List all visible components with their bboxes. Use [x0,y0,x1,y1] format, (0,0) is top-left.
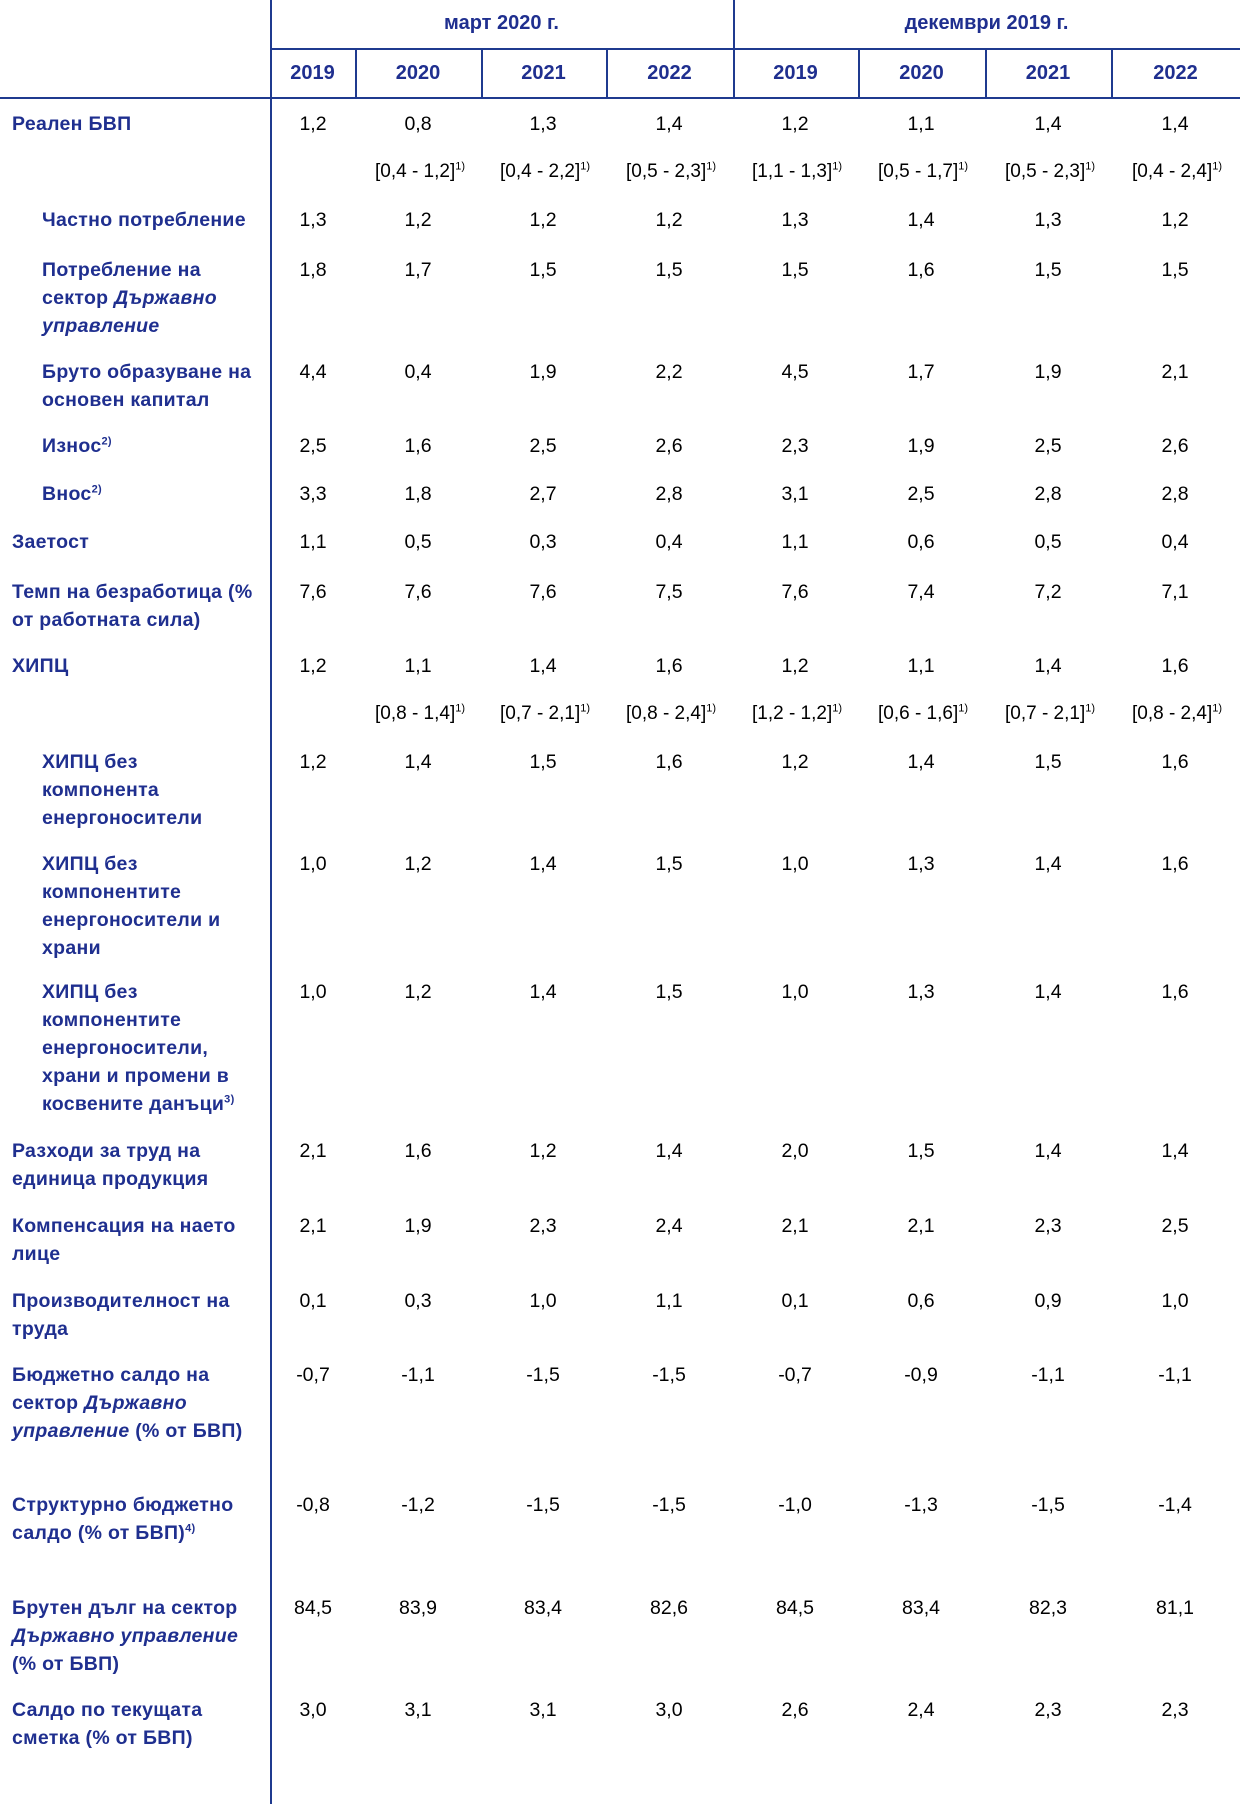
table-cell: 1,4 [1034,981,1062,1003]
year-header: 2022 [1153,62,1198,84]
table-cell: 2,3 [1034,1215,1062,1237]
table-cell: 2,5 [299,435,327,457]
group-header-march-2020: март 2020 г. [444,12,559,34]
row-label: Компенсация на наето лице [12,1215,236,1265]
table-cell: 1,2 [299,113,327,135]
table-cell: 82,6 [650,1597,688,1619]
row-label: Темп на безработица (% от работната сила) [12,581,253,631]
table-cell: 1,6 [907,259,935,281]
table-cell: 7,5 [655,581,683,603]
table-cell: 1,5 [907,1140,935,1162]
table-cell: 2,5 [1161,1215,1189,1237]
table-cell: 1,5 [655,259,683,281]
table-cell: 1,9 [1034,361,1062,383]
table-cell: 1,2 [529,209,557,231]
table-cell: -0,7 [296,1364,330,1386]
table-cell: 1,1 [655,1290,683,1312]
table-cell: 2,7 [529,483,557,505]
table-cell: 1,5 [655,981,683,1003]
row-label: Внос$^{2)}$ [42,483,102,505]
table-cell: 0,5 [1034,531,1062,553]
table-cell: 1,1 [907,655,935,677]
table-cell: 1,3 [781,209,809,231]
table-cell: 2,1 [299,1140,327,1162]
table-cell: 1,7 [907,361,935,383]
table-cell: 2,5 [529,435,557,457]
row-label: Салдо по текущата сметка (% от БВП) [12,1699,203,1749]
table-cell: 1,2 [299,751,327,773]
year-header: 2019 [290,62,335,84]
range-cell: [0,8 - 1,4]$^{1)}$ [374,702,466,724]
table-cell: 1,1 [299,531,327,553]
table-cell: 2,6 [1161,435,1189,457]
header-bottom-rule [0,97,1240,99]
table-cell: 7,4 [907,581,935,603]
table-cell: 1,5 [1161,259,1189,281]
table-cell: 1,4 [1161,1140,1189,1162]
table-cell: 2,1 [907,1215,935,1237]
table-cell: 0,8 [404,113,432,135]
table-cell: 2,8 [655,483,683,505]
table-cell: 7,6 [404,581,432,603]
range-cell: [0,7 - 2,1]$^{1)}$ [499,702,591,724]
table-cell: 7,1 [1161,581,1189,603]
table-cell: 84,5 [294,1597,332,1619]
table-cell: 1,4 [529,981,557,1003]
header-rule [270,48,1240,50]
table-cell: 1,5 [655,853,683,875]
table-cell: 4,4 [299,361,327,383]
table-cell: 3,0 [299,1699,327,1721]
table-cell: 0,1 [781,1290,809,1312]
table-cell: 84,5 [776,1597,814,1619]
table-cell: 1,2 [299,655,327,677]
range-cell: [0,4 - 2,2]$^{1)}$ [499,160,591,182]
table-cell: 81,1 [1156,1597,1194,1619]
table-cell: 1,3 [907,853,935,875]
table-cell: 2,4 [655,1215,683,1237]
table-cell: 1,2 [1161,209,1189,231]
table-cell: 1,6 [1161,655,1189,677]
table-cell: 1,2 [404,981,432,1003]
table-cell: 7,2 [1034,581,1062,603]
table-cell: 2,8 [1161,483,1189,505]
table-cell: 1,3 [1034,209,1062,231]
table-cell: 0,6 [907,1290,935,1312]
table-cell: 1,2 [781,751,809,773]
table-cell: -0,7 [778,1364,812,1386]
table-cell: 1,6 [1161,981,1189,1003]
table-cell: 0,3 [529,531,557,553]
year-header: 2020 [395,62,441,84]
table-cell: 1,5 [1034,259,1062,281]
table-cell: 1,5 [1034,751,1062,773]
table-cell: -1,4 [1158,1494,1192,1516]
table-cell: 1,4 [1034,853,1062,875]
table-cell: 1,6 [404,435,432,457]
table-cell: 1,6 [404,1140,432,1162]
table-cell: 1,4 [907,751,935,773]
row-label: ХИПЦ [12,655,69,677]
row-label: Брутен дълг на сектор Държавно управление (% от БВП) [12,1597,239,1675]
table-cell: 1,3 [907,981,935,1003]
row-label: Частно потребление [42,209,246,231]
table-cell: -1,1 [1031,1364,1065,1386]
table-cell: 83,4 [524,1597,562,1619]
table-cell: 1,0 [299,981,327,1003]
row-label: Бруто образуване на основен капитал [42,361,252,411]
table-cell: 1,4 [1034,113,1062,135]
table-cell: 1,1 [404,655,432,677]
table-cell: 1,4 [655,1140,683,1162]
row-label: Производителност на труда [12,1290,230,1340]
range-cell: [0,5 - 2,3]$^{1)}$ [625,160,717,182]
table-cell: -1,5 [526,1364,560,1386]
table-cell: 1,4 [1034,1140,1062,1162]
table-cell: 83,9 [399,1597,437,1619]
table-cell: 83,4 [902,1597,940,1619]
year-header: 2021 [1025,62,1071,84]
table-cell: 1,8 [404,483,432,505]
table-cell: 2,5 [907,483,935,505]
table-cell: -1,2 [401,1494,435,1516]
range-cell: [0,7 - 2,1]$^{1)}$ [1004,702,1096,724]
table-cell: 1,6 [1161,853,1189,875]
year-header: 2021 [521,62,566,84]
table-cell: 1,4 [1161,113,1189,135]
table-cell: 1,0 [1161,1290,1189,1312]
row-label: Потребление на сектор Държавно управление [42,259,217,337]
table-cell: 1,2 [781,655,809,677]
table-cell: 3,0 [655,1699,683,1721]
table-cell: 3,1 [781,483,809,505]
table-cell: 1,5 [529,259,557,281]
table-cell: -1,1 [1158,1364,1192,1386]
table-cell: 2,3 [1034,1699,1062,1721]
table-cell: 2,3 [1161,1699,1189,1721]
table-cell: 82,3 [1029,1597,1067,1619]
row-label: Заетост [12,531,90,553]
table-cell: 1,1 [907,113,935,135]
table-cell: 3,1 [529,1699,557,1721]
table-cell: 0,3 [404,1290,432,1312]
row-label: Бюджетно салдо на сектор Държавно управление (% от БВП) [12,1364,243,1442]
table-cell: 0,9 [1034,1290,1062,1312]
table-cell: -0,9 [904,1364,938,1386]
table-cell: 2,4 [907,1699,935,1721]
table-cell: 1,4 [529,853,557,875]
table-cell: 1,6 [1161,751,1189,773]
table-cell: 1,2 [404,209,432,231]
table-cell: 1,4 [1034,655,1062,677]
row-label: Структурно бюджетно салдо (% от БВП)$^{4)}$ [12,1494,234,1544]
table-cell: 1,9 [907,435,935,457]
table-cell: 1,2 [404,853,432,875]
table-cell: 0,1 [299,1290,327,1312]
table-cell: 1,0 [781,853,809,875]
table-cell: 1,1 [781,531,809,553]
year-header: 2020 [899,62,944,84]
range-cell: [0,4 - 1,2]$^{1)}$ [374,160,466,182]
table-cell: 2,1 [781,1215,809,1237]
year-header: 2022 [647,62,692,84]
table-cell: 2,3 [781,435,809,457]
table-cell: 2,5 [1034,435,1062,457]
range-cell: [0,8 - 2,4]$^{1)}$ [1131,702,1223,724]
table-cell: 1,0 [299,853,327,875]
table-cell: 2,1 [1161,361,1189,383]
table-cell: -1,1 [401,1364,435,1386]
table-cell: 1,8 [299,259,327,281]
table-cell: 1,2 [655,209,683,231]
table-cell: -1,5 [1031,1494,1065,1516]
table-cell: 2,6 [781,1699,809,1721]
table-cell: 2,2 [655,361,683,383]
table-cell: 1,4 [655,113,683,135]
table-cell: 1,0 [529,1290,557,1312]
row-label: Разходи за труд на единица продукция [12,1140,209,1190]
range-cell: [1,2 - 1,2]$^{1)}$ [751,702,843,724]
table-cell: 1,6 [655,751,683,773]
table-cell: 1,2 [781,113,809,135]
table-cell: 1,4 [907,209,935,231]
row-label: ХИПЦ без компонента енергоносители [42,751,203,829]
table-cell: -1,0 [778,1494,812,1516]
year-header: 2019 [773,62,818,84]
table-cell: 1,4 [529,655,557,677]
row-label: ХИПЦ без компонентите енергоносители и храни [42,853,221,959]
table-cell: 2,0 [781,1140,809,1162]
table-cell: 1,6 [655,655,683,677]
range-cell: [0,4 - 2,4]$^{1)}$ [1131,160,1223,182]
table-cell: 0,6 [907,531,935,553]
table-cell: 0,4 [404,361,432,383]
table-cell: -1,3 [904,1494,938,1516]
range-cell: [0,8 - 2,4]$^{1)}$ [625,702,717,724]
table-cell: 1,2 [529,1140,557,1162]
table-cell: 3,3 [299,483,327,505]
table-cell: 2,3 [529,1215,557,1237]
table-cell: 4,5 [781,361,809,383]
table-cell: 1,9 [529,361,557,383]
table-cell: 1,7 [404,259,432,281]
table-cell: 7,6 [299,581,327,603]
table-cell: 0,4 [1161,531,1189,553]
range-cell: [0,5 - 1,7]$^{1)}$ [877,160,969,182]
table-cell: 1,3 [529,113,557,135]
table-cell: 1,5 [529,751,557,773]
table-cell: -1,5 [652,1494,686,1516]
table-cell: 7,6 [529,581,557,603]
range-cell: [1,1 - 1,3]$^{1)}$ [751,160,843,182]
table-cell: 0,5 [404,531,432,553]
row-label: ХИПЦ без компонентите енергоносители, храни и промени в косвените данъци$^{3)}$ [42,981,235,1115]
table-cell: 1,9 [404,1215,432,1237]
range-cell: [0,6 - 1,6]$^{1)}$ [877,702,969,724]
range-cell: [0,5 - 2,3]$^{1)}$ [1004,160,1096,182]
table-cell: -1,5 [526,1494,560,1516]
table-cell: 1,0 [781,981,809,1003]
table-cell: 1,5 [781,259,809,281]
table-cell: 3,1 [404,1699,432,1721]
row-label: Износ$^{2)}$ [42,435,112,457]
table-cell: -1,5 [652,1364,686,1386]
table-cell: 2,8 [1034,483,1062,505]
table-cell: 1,3 [299,209,327,231]
table-cell: 0,4 [655,531,683,553]
table-cell: 7,6 [781,581,809,603]
table-cell: 2,6 [655,435,683,457]
table-cell: -0,8 [296,1494,330,1516]
table-cell: 1,4 [404,751,432,773]
table-cell: 2,1 [299,1215,327,1237]
group-header-december-2019: декември 2019 г. [904,12,1069,34]
row-label: Реален БВП [12,113,132,135]
